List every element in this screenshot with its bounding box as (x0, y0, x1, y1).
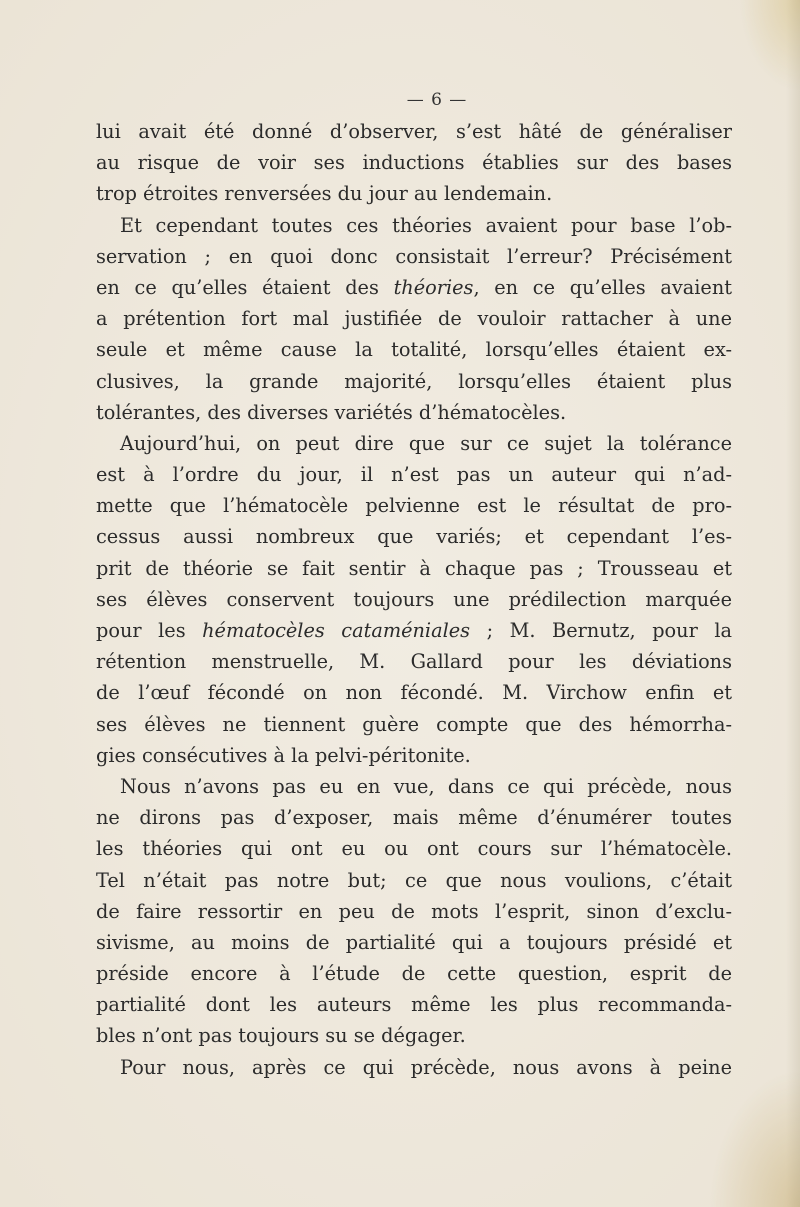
text-line: rétention menstruelle, M. Gallard pour les déviations (96, 650, 732, 674)
text-line: partialité dont les auteurs même les plus recommanda- (96, 993, 732, 1017)
text-line: bles n’ont pas toujours su se dégager. (96, 1024, 466, 1048)
text-line: lui avait été donné d’observer, s’est hâté de généraliser (96, 120, 732, 143)
text-line: les théories qui ont eu ou ont cours sur l’hématocèle. (96, 837, 732, 861)
text-line: a prétention fort mal justifiée de vouloir rattacher à une (96, 307, 732, 331)
text-line: de faire ressortir en peu de mots l’esprit, sinon d’exclu- (96, 899, 732, 923)
text-line: de l’œuf fécondé on non fécondé. M. Virchow enfin et (96, 681, 732, 705)
page-number: — 6 — (406, 90, 468, 110)
text-line: préside encore à l’étude de cette question, esprit de (96, 962, 732, 986)
text-line: Tel n’était pas notre but; ce que nous voulions, c’était (96, 868, 732, 892)
text-line: est à l’ordre du jour, il n’est pas un auteur qui n’ad- (96, 463, 732, 487)
text-line: cessus aussi nombreux que variés; et cependant l’es- (96, 525, 732, 549)
text-line: prit de théorie se fait sentir à chaque pas ; Trousseau et (96, 556, 732, 580)
text-line: servation ; en quoi donc consistait l’erreur? Précisément (96, 244, 732, 268)
text-line: seule et même cause la totalité, lorsqu’elles étaient ex- (96, 338, 732, 362)
text-line: en ce qu’elles étaient des théories, en ce qu’elles avaient (96, 275, 732, 299)
italic-term: hématocèles cataméniales (202, 619, 471, 642)
text-line: trop étroites renversées du jour au lendemain. (96, 182, 553, 206)
text-line: Et cependant toutes ces théories avaient pour base l’ob- (120, 213, 732, 237)
text-line: Pour nous, après ce qui précède, nous avons à peine (120, 1055, 732, 1079)
italic-term: théories (393, 275, 474, 299)
text-line: Nous n’avons pas eu en vue, dans ce qui précède, nous (120, 774, 732, 798)
text-line: au risque de voir ses inductions établies sur des bases (96, 151, 732, 175)
text-line: tolérantes, des diverses variétés d’hématocèles. (96, 400, 567, 424)
body-text (96, 116, 732, 1083)
text-line: ne dirons pas d’exposer, mais même d’énumérer toutes (96, 806, 732, 830)
text-line: clusives, la grande majorité, lorsqu’elles étaient plus (96, 369, 732, 393)
text-line: sivisme, au moins de partialité qui a toujours présidé et (96, 930, 732, 954)
text-line: ses élèves ne tiennent guère compte que des hémorrha- (96, 712, 732, 736)
text-line: mette que l’hématocèle pelvienne est le résultat de pro- (96, 494, 732, 518)
text-line: pour les hématocèles cataméniales ; M. Bernutz, pour la (96, 619, 732, 642)
text-line: Aujourd’hui, on peut dire que sur ce sujet la tolérance (120, 431, 732, 455)
text-line: gies consécutives à la pelvi-péritonite. (96, 743, 471, 767)
text-line: ses élèves conservent toujours une prédilection marquée (96, 587, 732, 611)
page-edge-shadow (786, 0, 800, 1207)
